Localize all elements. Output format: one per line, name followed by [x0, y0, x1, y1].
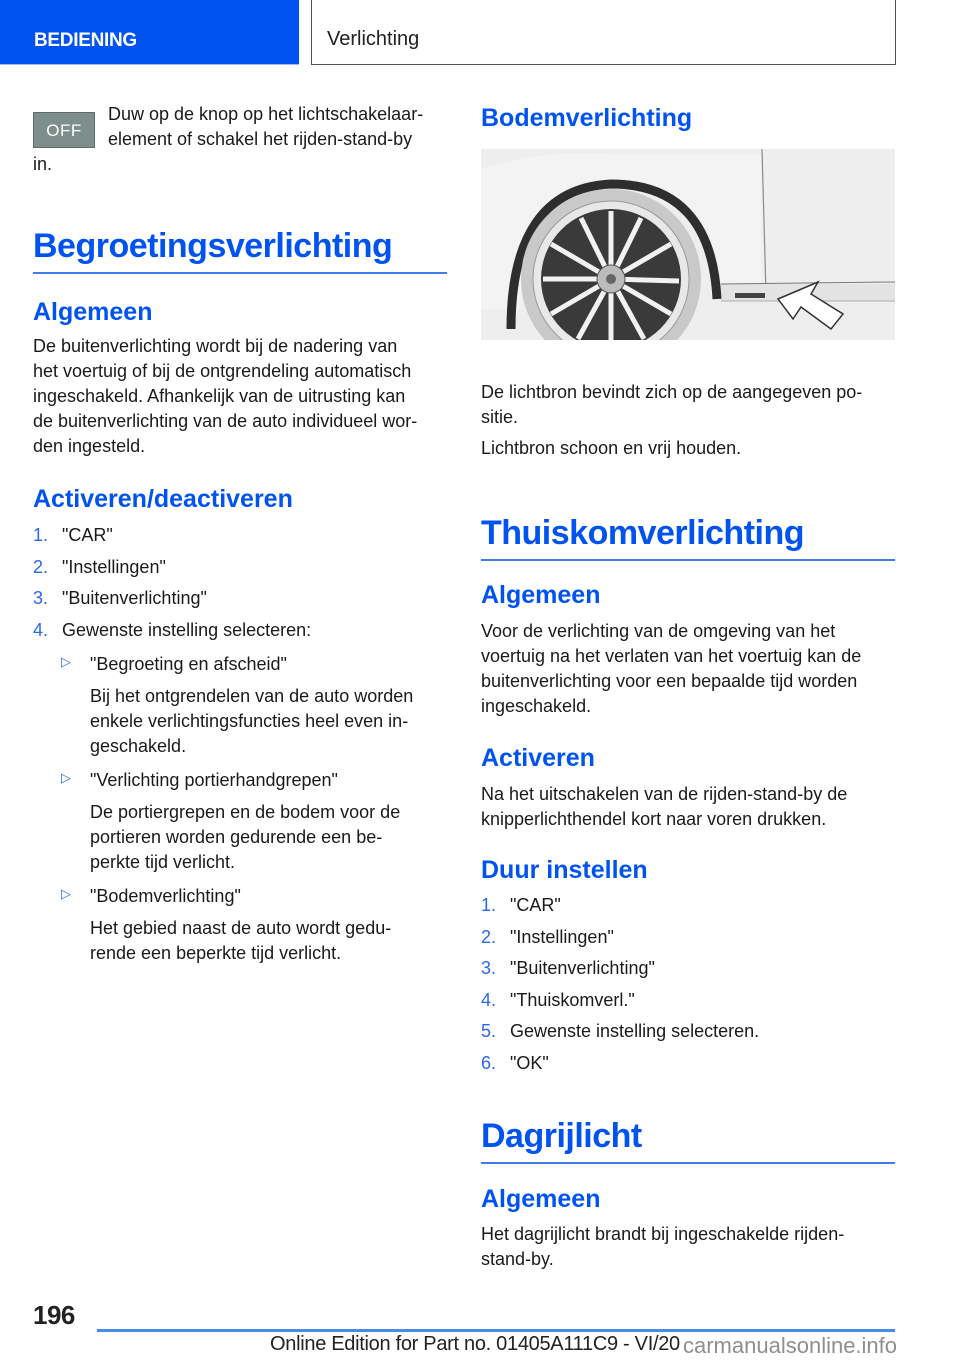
step-text: "Instellingen" — [510, 926, 614, 947]
triangle-bullet-icon: ▷ — [61, 654, 71, 669]
list-item — [33, 555, 447, 580]
list-item — [481, 893, 895, 918]
list-item — [481, 956, 895, 981]
text-line: Lichtbron schoon en vrij houden. — [481, 438, 742, 458]
text-line: knipperlichthendel kort naar voren drukken. — [481, 809, 827, 829]
text-line: het voertuig of bij de ontgrendeling automatisch — [33, 361, 412, 381]
paragraph-daylight — [481, 1222, 901, 1272]
subheading-duur-instellen: Duur instellen — [481, 856, 648, 884]
step-text: Gewenste instelling selecteren. — [510, 1021, 760, 1041]
step-text: "OK" — [510, 1052, 549, 1073]
list-item — [33, 586, 447, 611]
option-label: "Verlichting portierhandgrepen" — [90, 770, 338, 790]
step-text: "Thuiskomverl." — [510, 989, 635, 1010]
heading-begroetingsverlichting: Begroetingsverlichting — [33, 227, 447, 274]
text-line: de buitenverlichting van de auto individueel wor- — [33, 411, 418, 431]
option-description — [90, 916, 447, 966]
text-line: ingeschakeld. Afhankelijk van de uitrusting kan — [33, 386, 406, 406]
text-line: stand-by. — [481, 1249, 554, 1269]
option-item — [61, 652, 447, 759]
text-line: De lichtbron bevindt zich op de aangegeven po- — [481, 382, 863, 402]
text-line: Het dagrijlicht brandt bij ingeschakelde rijden- — [481, 1224, 845, 1244]
car-wheel-image — [481, 149, 895, 340]
footer-divider — [97, 1329, 895, 1332]
step-number: 3. — [33, 588, 49, 608]
intro-text — [108, 102, 448, 152]
edition-text: Online Edition for Part no. 01405A111C9 - VI/20 — [270, 1333, 680, 1355]
text-line: perkte tijd verlicht. — [90, 852, 236, 872]
text-line: Voor de verlichting van de omgeving van het — [481, 621, 836, 641]
option-description — [90, 684, 447, 759]
option-label: "Begroeting en afscheid" — [90, 654, 287, 674]
list-item — [481, 1051, 895, 1076]
subheading-algemeen-daylight: Algemeen — [481, 1185, 601, 1213]
text-line: den ingesteld. — [33, 436, 146, 456]
text-line: buitenverlichting voor een bepaalde tijd worden — [481, 671, 858, 691]
step-text: "CAR" — [510, 895, 561, 915]
subheading-bodemverlichting: Bodemverlichting — [481, 104, 693, 132]
step-number: 3. — [481, 958, 497, 978]
step-number: 1. — [33, 525, 49, 545]
step-number: 4. — [33, 619, 49, 640]
paragraph-general — [33, 334, 453, 459]
subheading-activeren-deactiveren: Activeren/deactiveren — [33, 485, 293, 513]
list-item — [481, 1019, 895, 1044]
option-description — [90, 800, 447, 875]
text-line: De buitenverlichting wordt bij de nadering van — [33, 336, 398, 356]
duration-steps-list — [481, 893, 895, 1082]
paragraph-ground-light — [481, 380, 901, 461]
text-line: voertuig na het verlaten van het voertuig kan de — [481, 646, 862, 666]
list-item — [481, 988, 895, 1013]
section-label: BEDIENING — [34, 30, 137, 51]
option-label: "Bodemverlichting" — [90, 886, 241, 906]
text-line: geschakeld. — [90, 736, 187, 756]
page-number: 196 — [33, 1300, 75, 1330]
car-side-illustration — [481, 149, 895, 340]
text-line: Na het uitschakelen van de rijden-stand-by de — [481, 784, 848, 804]
option-item — [61, 768, 447, 875]
triangle-bullet-icon: ▷ — [61, 770, 71, 785]
subheading-activeren: Activeren — [481, 744, 595, 772]
intro-line: element of schakel het rijden-stand-by — [108, 129, 413, 149]
text-line: Het gebied naast de auto wordt gedu- — [90, 918, 392, 938]
step-text: "Instellingen" — [62, 556, 166, 577]
list-item — [33, 618, 447, 643]
step-text: "Buitenverlichting" — [510, 958, 655, 978]
heading-dagrijlicht: Dagrijlicht — [481, 1117, 895, 1164]
paragraph-home-general — [481, 619, 901, 719]
step-number: 1. — [481, 895, 497, 915]
subheading-algemeen-home: Algemeen — [481, 581, 601, 609]
step-number: 2. — [33, 556, 49, 577]
text-line: sitie. — [481, 407, 519, 427]
chapter-title-box — [311, 0, 896, 65]
text-line: rende een beperkte tijd verlicht. — [90, 943, 342, 963]
chapter-title: Verlichting — [327, 28, 420, 50]
intro-line: Duw op de knop op het lichtschakelaar- — [108, 104, 424, 124]
option-item — [61, 884, 447, 966]
paragraph-home-activate — [481, 782, 901, 832]
text-line: portieren worden gedurende een be- — [90, 827, 383, 847]
step-number: 2. — [481, 926, 497, 947]
list-item — [481, 925, 895, 950]
list-item — [33, 523, 447, 548]
off-button-icon: OFF — [33, 112, 95, 148]
text-line: ingeschakeld. — [481, 696, 592, 716]
steps-list — [33, 523, 447, 649]
triangle-bullet-icon: ▷ — [61, 886, 71, 901]
option-list — [61, 652, 447, 975]
text-line: De portiergrepen en de bodem voor de — [90, 802, 401, 822]
text-line: enkele verlichtingsfuncties heel even in- — [90, 711, 409, 731]
section-tab — [0, 0, 299, 65]
step-number: 6. — [481, 1052, 497, 1073]
subheading-algemeen: Algemeen — [33, 298, 153, 326]
step-text: "Buitenverlichting" — [62, 588, 207, 608]
intro-text-tail: in. — [33, 154, 53, 174]
heading-thuiskomverlichting: Thuiskomverlichting — [481, 514, 895, 561]
watermark-link[interactable]: carmanualsonline.info — [683, 1333, 898, 1358]
step-number: 5. — [481, 1021, 497, 1041]
step-text: "CAR" — [62, 525, 113, 545]
step-text: Gewenste instelling selecteren: — [62, 619, 312, 640]
text-line: Bij het ontgrendelen van de auto worden — [90, 686, 414, 706]
step-number: 4. — [481, 989, 497, 1010]
